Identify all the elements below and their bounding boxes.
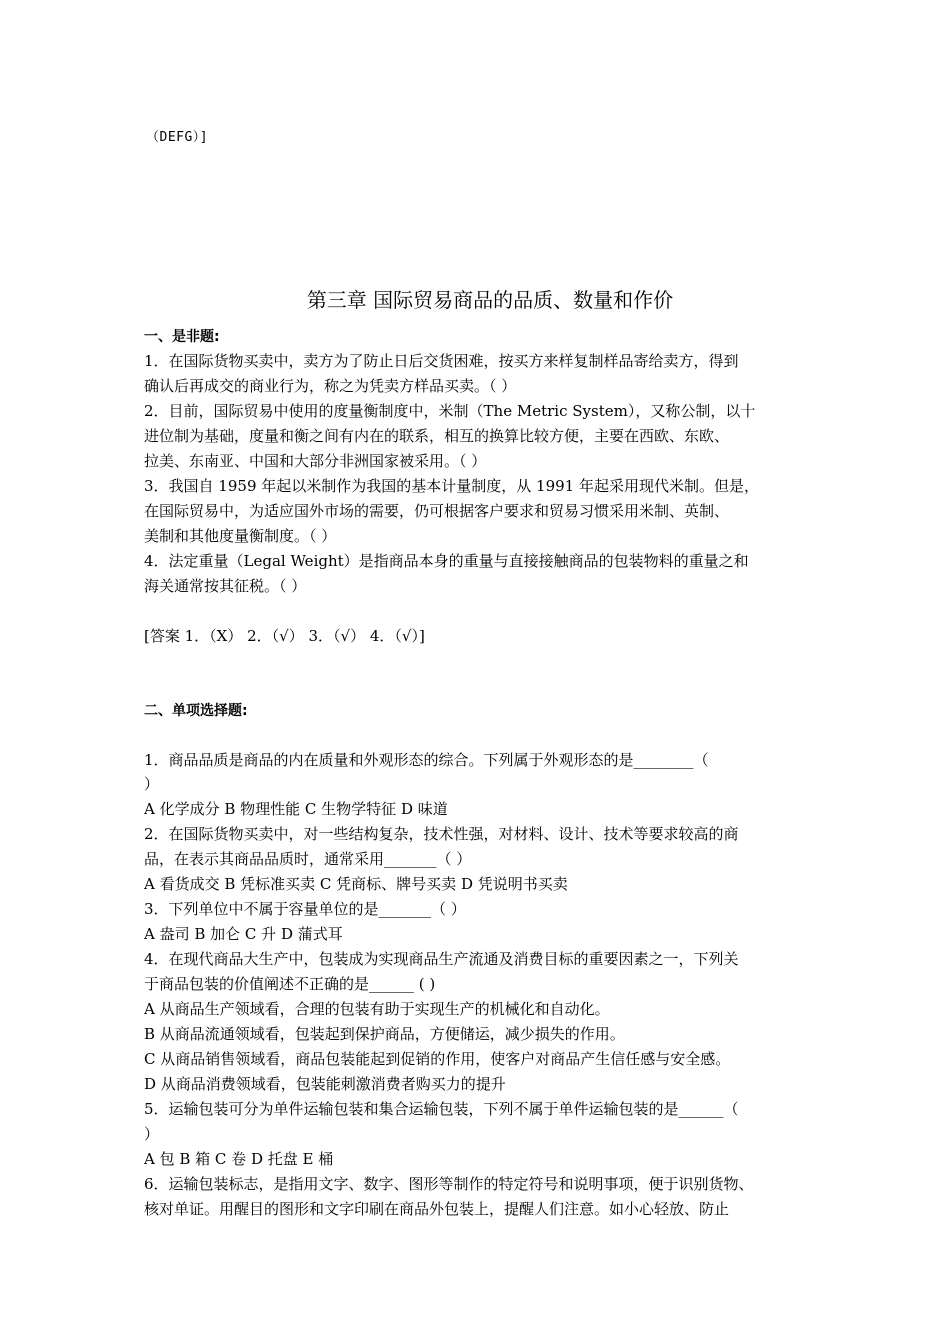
paragraph-line: 1．在国际货物买卖中，卖方为了防止日后交货困难，按买方来样复制样品寄给卖方，得到 <box>144 352 739 370</box>
option-line: A 包 B 箱 C 卷 D 托盘 E 桶 <box>144 1150 334 1168</box>
paragraph-line: 5．运输包装可分为单件运输包装和集合运输包装，下列不属于单件运输包装的是______（ <box>144 1100 739 1118</box>
paragraph-line: 品，在表示其商品品质时，通常采用_______（ ） <box>144 850 472 868</box>
option-line: A 盎司 B 加仑 C 升 D 蒲式耳 <box>144 925 343 943</box>
paragraph-line: 美制和其他度量衡制度。（ ） <box>144 527 337 545</box>
option-line: A 从商品生产领域看，合理的包装有助于实现生产的机械化和自动化。 <box>144 1000 610 1018</box>
option-line: D 从商品消费领域看，包装能刺激消费者购买力的提升 <box>144 1075 506 1093</box>
paragraph-line: 海关通常按其征税。（ ） <box>144 577 307 595</box>
option-line: A 化学成分 B 物理性能 C 生物学特征 D 味道 <box>144 800 448 818</box>
paragraph-line: 核对单证。用醒目的图形和文字印刷在商品外包装上，提醒人们注意。如小心轻放、防止 <box>144 1200 730 1218</box>
paragraph-line: 4．在现代商品大生产中，包装成为实现商品生产流通及消费目标的重要因素之一，下列关 <box>144 950 739 968</box>
option-line: A 看货成交 B 凭标准买卖 C 凭商标、牌号买卖 D 凭说明书买卖 <box>144 875 568 893</box>
paragraph-line: 4．法定重量（Legal Weight）是指商品本身的重量与直接接触商品的包装物料的重量之和 <box>144 552 749 570</box>
paragraph-line: 6．运输包装标志，是指用文字、数字、图形等制作的特定符号和说明事项，便于识别货物、 <box>144 1175 754 1193</box>
paragraph-line: 2．在国际货物买卖中，对一些结构复杂，技术性强，对材料、设计、技术等要求较高的商 <box>144 825 739 843</box>
paragraph-line: 确认后再成交的商业行为，称之为凭卖方样品买卖。（ ） <box>144 377 517 395</box>
paragraph-line: 3．下列单位中不属于容量单位的是_______（ ） <box>144 900 466 918</box>
section2-heading: 二、单项选择题: <box>144 703 248 719</box>
chapter-title: 第三章 国际贸易商品的品质、数量和作价 <box>306 288 674 312</box>
paragraph-line: 在国际贸易中，为适应国外市场的需要，仍可根据客户要求和贸易习惯采用米制、英制、 <box>144 502 730 520</box>
answer-key: [答案 1．（X） 2．（√） 3．（√） 4．（√）] <box>144 627 425 645</box>
paragraph-line: 进位制为基础，度量和衡之间有内在的联系，相互的换算比较方便，主要在西欧、东欧、 <box>144 427 730 445</box>
paragraph-line: 3．我国自 1959 年起以米制作为我国的基本计量制度，从 1991 年起采用现代米制。但是， <box>144 477 759 495</box>
paragraph-line: 2．目前，国际贸易中使用的度量衡制度中，米制（The Metric System），又称公制，以十 <box>144 402 756 420</box>
paragraph-line: ） <box>144 775 160 793</box>
paragraph-line: 于商品包装的价值阐述不正确的是______ ( ) <box>144 975 436 993</box>
option-line: C 从商品销售领域看，商品包装能起到促销的作用，使客户对商品产生信任感与安全感。 <box>144 1050 731 1068</box>
paragraph-line: 拉美、东南亚、中国和大部分非洲国家被采用。（ ） <box>144 452 487 470</box>
section1-heading: 一、是非题: <box>144 329 220 345</box>
paragraph-line: 1．商品品质是商品的内在质量和外观形态的综合。下列属于外观形态的是________（ <box>144 751 709 769</box>
paragraph-line: ） <box>144 1125 160 1143</box>
answer-fragment: （DEFG）] <box>146 130 209 145</box>
option-line: B 从商品流通领域看，包装起到保护商品，方便储运，减少损失的作用。 <box>144 1025 625 1043</box>
